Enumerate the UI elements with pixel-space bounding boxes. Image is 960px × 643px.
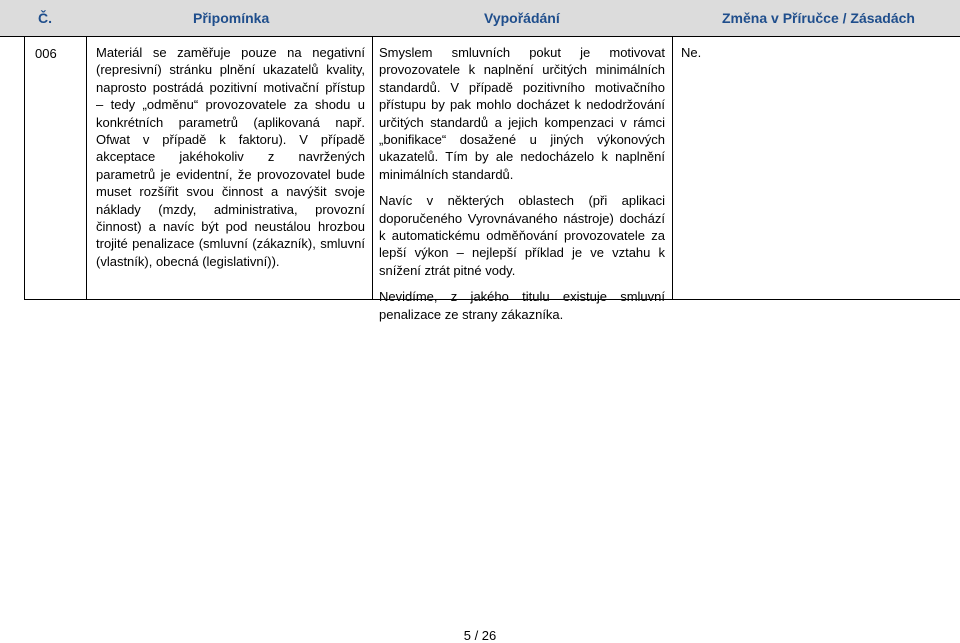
- table-row: [24, 36, 960, 322]
- response-paragraph-3: Nevidíme, z jakého titulu existuje smluvní penalizace ze strany zákazníka.: [379, 289, 665, 322]
- response-cell: [379, 44, 665, 332]
- page-number: 5 / 26: [463, 628, 497, 643]
- column-divider: [672, 36, 673, 299]
- response-paragraph-2: Navíc v některých oblastech (při aplikaci doporučeného Vyrovnávaného nástroje) dochází k automatickému odměňování provozovatele za lepší výkon – nejlepší příklad je ve vztahu k snížení ztrát pitné vody.: [379, 193, 665, 278]
- change-text: Ne.: [681, 45, 702, 60]
- column-divider: [372, 36, 373, 299]
- comment-text: Materiál se zaměřuje pouze na negativní (represivní) stránku plnění ukazatelů kvality, naprosto postrádá pozitivní motivační přístup – tedy „odměnu“ provozovatele za shodu u konkrétních parametrů (aplikovaná např. Ofwat v případě k faktoru). V případě akceptace jakéhokoliv z navržených parametrů je evidentní, že provozovatel bude muset rozšířit svou činnost a navýšit svoje náklady (mzdy, administrativa, provozní činnost) a navíc být pod neustálou hrozbou trojité penalizace (smluvní (zákazník), smluvní (vlastník), obecná (legislativní)).: [96, 45, 365, 269]
- header-number: Č.: [38, 10, 52, 26]
- row-number: 006: [35, 46, 57, 61]
- header-comment: Připomínka: [193, 10, 270, 26]
- header-change: Změna v Příručce / Zásadách: [722, 10, 915, 26]
- table-header: [0, 0, 960, 37]
- response-paragraph-1: Smyslem smluvních pokut je motivovat provozovatele k naplnění určitých minimálních standardů. V případě pozitivního motivačního přístupu by pak mohlo docházet k nedodržování určitých standardů a jejich kompenzaci v rámci „bonifikace“ dosažené u jiných výkonových ukazatelů. Tím by ale nedocházelo k naplnění minimálních standardů.: [379, 45, 665, 182]
- header-response: Vypořádání: [484, 10, 560, 26]
- column-divider: [86, 36, 87, 299]
